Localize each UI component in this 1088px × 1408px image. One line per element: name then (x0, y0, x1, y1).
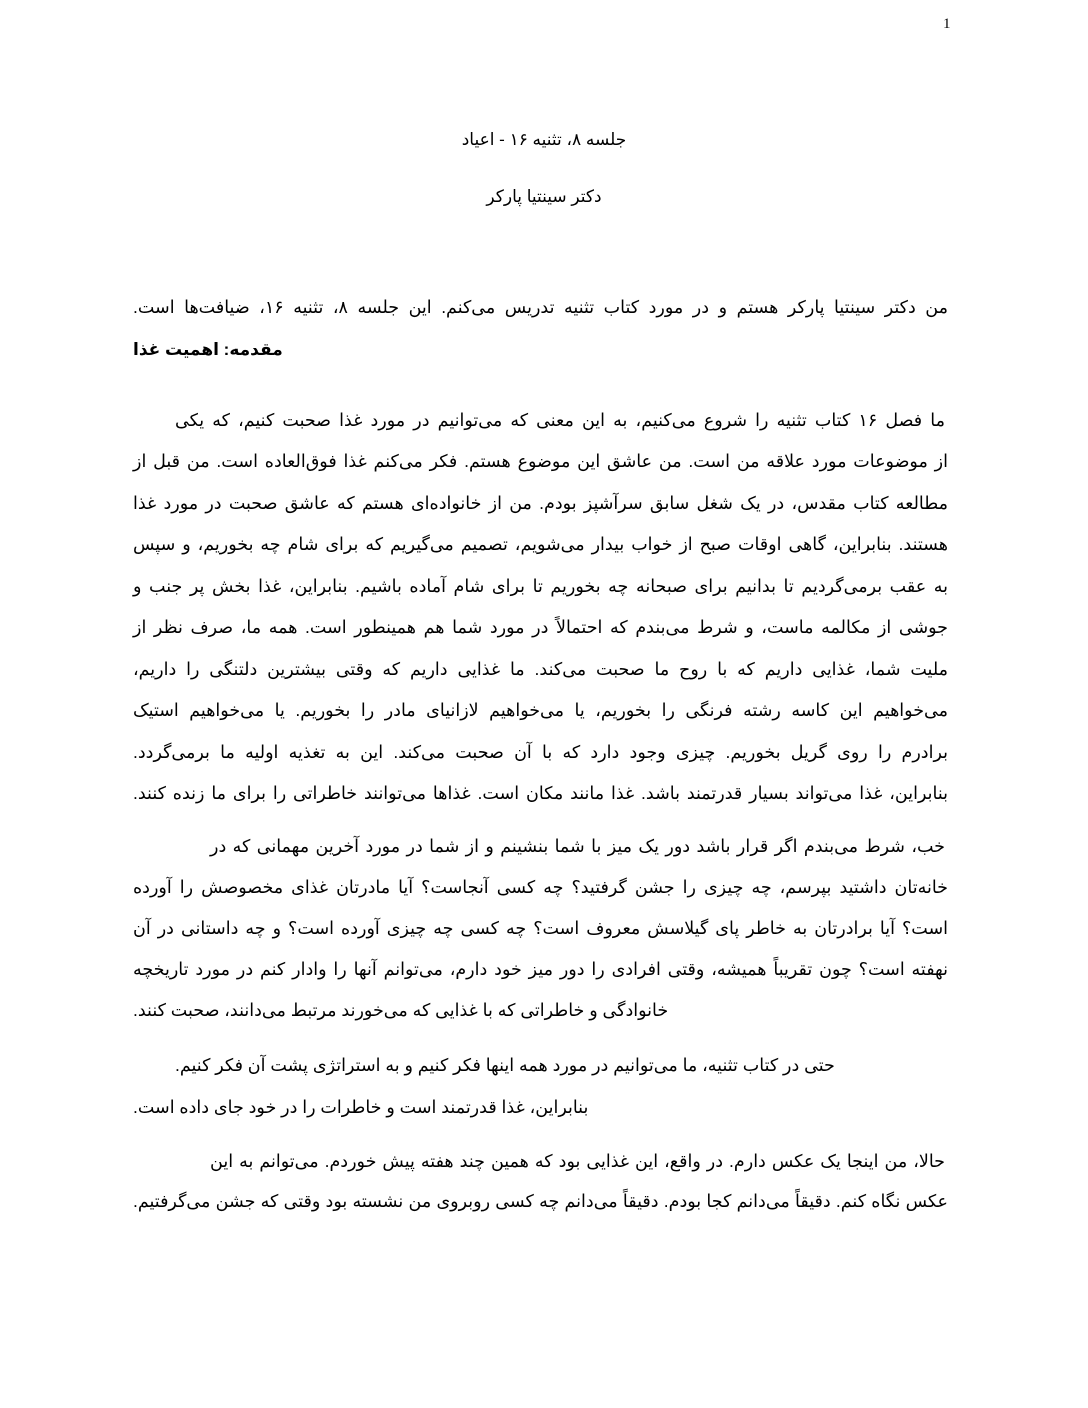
text-line: خب، شرط می‌بندم اگر قرار باشد دور یک میز با شما بنشینم و از شما در مورد آخرین مهمانی که در (210, 836, 945, 856)
section-heading: مقدمه: اهمیت غذا (133, 340, 283, 359)
page-number: 1 (943, 16, 951, 32)
text-line: از موضوعات مورد علاقه من است. من عاشق این موضوع هستم. فکر می‌کنم غذا فوق‌العاده است. من قبل از (133, 451, 948, 471)
text-line: حالا، من اینجا یک عکس دارم. در واقع، این غذایی بود که همین چند هفته پیش خوردم. می‌توانم به این (210, 1151, 945, 1171)
intro-line: من دکتر سینتیا پارکر هستم و در مورد کتاب تثنیه تدریس می‌کنم. این جلسه ۸، تثنیه ۱۶، ضیافت‌ها است. (133, 297, 948, 317)
document-author: دکتر سینتیا پارکر (486, 187, 602, 206)
text-line: جوشی از مکالمه ماست، و شرط می‌بندم که احتمالاً در مورد شما هم همینطور است. همه ما، صرف نظر از (133, 617, 948, 637)
text-line: ملیت شما، غذایی داریم که با روح ما صحبت می‌کند. ما غذایی داریم که وقتی بیشترین دلتنگی را داریم، (133, 659, 948, 679)
text-line: نهفته است؟ چون تقریباً همیشه، وقتی افرادی را دور میز خود دارم، می‌توانم آنها را وادار کنم در مورد تاریخچه (133, 959, 948, 979)
document-title: جلسه ۸، تثنیه ۱۶ - اعیاد (461, 130, 627, 149)
text-line: حتی در کتاب تثنیه، ما می‌توانیم در مورد همه اینها فکر کنیم و به استراتژی پشت آن فکر کنیم. (175, 1055, 835, 1075)
text-line: می‌خواهیم این کاسه رشته فرنگی را بخوریم، یا می‌خواهیم لازانیای مادر را بخوریم. یا می‌خواهیم استیک (133, 700, 948, 720)
text-line: مطالعه کتاب مقدس، در یک شغل سابق سرآشپز بودم. من از خانواده‌ای هستم که عاشق صحبت در مورد غذا (133, 493, 948, 513)
text-line: برادرم را روی گریل بخوریم. چیزی وجود دارد که با آن صحبت می‌کند. این به تغذیه اولیه ما برمی‌گردد. (133, 742, 948, 762)
text-line: ما فصل ۱۶ کتاب تثنیه را شروع می‌کنیم، به این معنی که می‌توانیم در مورد غذا صحبت کنیم، که یکی (175, 410, 945, 430)
text-line: عکس نگاه کنم. دقیقاً می‌دانم کجا بودم. دقیقاً می‌دانم چه کسی روبروی من نشسته بود وقتی که جشن می‌گرفتیم. (133, 1191, 948, 1211)
text-line: بنابراین، غذا قدرتمند است و خاطرات را در خود جای داده است. (133, 1097, 589, 1117)
text-line: به عقب برمی‌گردیم تا بدانیم برای صبحانه چه بخوریم تا برای شام آماده باشیم. بنابراین، غذا بخش پر جنب و (133, 576, 948, 596)
text-line: خانه‌تان داشتید بپرسم، چه چیزی را جشن گرفتید؟ چه کسی آنجاست؟ آیا مادرتان غذای مخصوصش را آورده (133, 877, 948, 897)
text-line: بنابراین، غذا می‌تواند بسیار قدرتمند باشد. غذا مانند مکان است. غذاها می‌توانند خاطراتی را برای ما زنده کنند. (133, 783, 948, 803)
text-line: خانوادگی و خاطراتی که با غذایی که می‌خورند مرتبط می‌دانند، صحبت کنند. (133, 1000, 669, 1020)
text-line: است؟ آیا برادرتان به خاطر پای گیلاسش معروف است؟ چه کسی چه چیزی آورده است؟ و چه داستانی در آن (133, 918, 948, 938)
text-line: هستند. بنابراین، گاهی اوقات صبح از خواب بیدار می‌شویم، تصمیم می‌گیریم که برای شام چه بخوریم، و سپس (133, 534, 948, 554)
